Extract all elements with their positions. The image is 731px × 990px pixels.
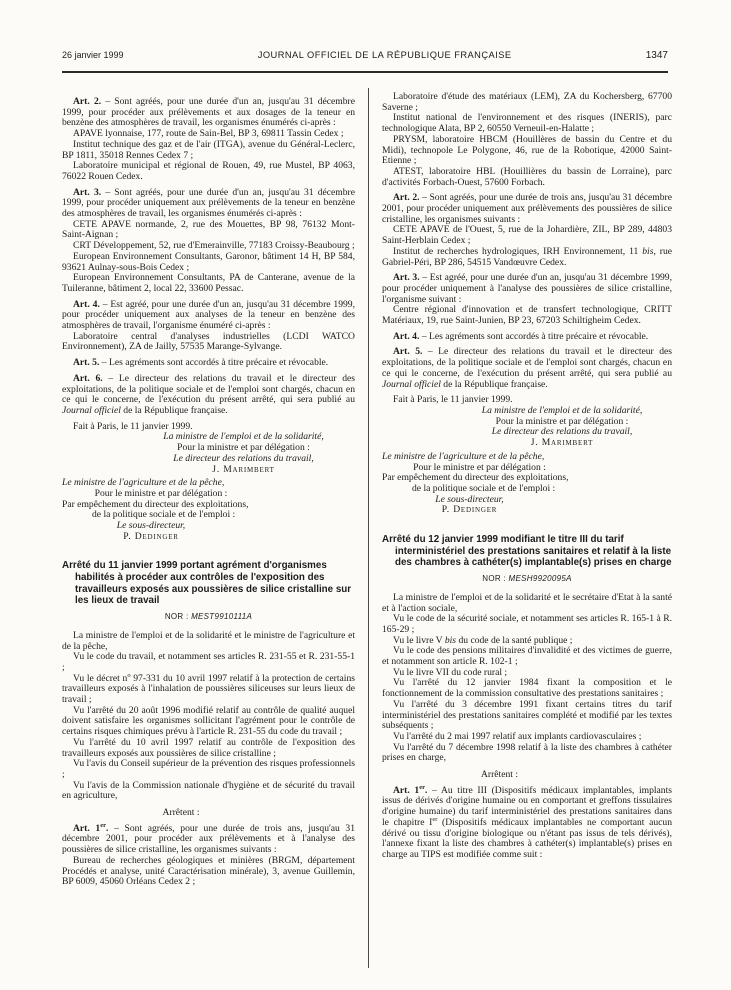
journal-date: 26 janvier 1999: [62, 50, 124, 60]
paragraph: Vu l'avis de la Commission nationale d'hygiène et de sécurité du travail en agriculture,: [62, 779, 355, 802]
article-label: Art. 3.: [73, 186, 102, 198]
article-paragraph: Art. 5. – Les agréments sont accordés à titre précaire et révocable.: [73, 357, 329, 369]
paragraph: Vu l'arrêté du 3 décembre 1991 fixant certains titres du tarif interministériel des prestations sanitaires complété et modifié par les textes subséquents ;: [382, 698, 672, 732]
article-paragraph: Art. 3. – Est agréé, pour une durée d'un an, jusqu'au 31 décembre 1999, pour procéder uniquement à l'analyse des poussières de silice cristalline, l'organisme suivant :: [382, 272, 672, 305]
article-paragraph: Art. 3. – Sont agréés, pour une durée d'un an, jusqu'au 31 décembre 1999, pour procéder uniquement aux prélèvements de la teneur en benzène des atmosphères de travail, les organismes énumérés ci-après :: [62, 186, 355, 220]
signature-line: Le ministre de l'agriculture et de la pêche,: [62, 477, 225, 489]
paragraph: Vu le code du travail, et notamment ses articles R. 231-55 et R. 231-55-1 ;: [62, 651, 355, 673]
signatory-name: P. Dedinger: [441, 504, 498, 516]
article-paragraph: Art. 1er. – Au titre III (Dispositifs médicaux implantables, implants issus de dérivés d'origine humaine ou en comportant et greffons tissulaires d'origine humaine) du tarif interministériel des prestations sanitaires dans le chapitre Ier (Dispositifs médicaux implantables ne comportant aucun dérivé ou tissu d'origine biologique ou n'étant pas issus de tels dérivés), l'annexe fixant la liste des chambres à cathéter(s) implantable(s) prises en charge au TIPS est modifiée comme suit :: [382, 783, 672, 860]
left-column: [62, 92, 355, 888]
signature-line: de la politique sociale et de l'emploi :: [92, 509, 236, 521]
paragraph: Laboratoire municipal et régional de Rouen, 49, rue Mustel, BP 4063, 76022 Rouen Cedex.: [62, 160, 355, 182]
paragraph: PRYSM, laboratoire HBCM (Houillères de bassin du Centre et du Midi), technopole Le Polygone, 46, rue de la Robotique, 42000 Saint-Etienne ;: [382, 133, 672, 167]
column-divider: [368, 88, 369, 968]
dateline: Fait à Paris, le 11 janvier 1999.: [393, 394, 513, 406]
paragraph: La ministre de l'emploi et de la solidarité et le ministre de l'agriculture et de la pêche,: [62, 629, 355, 652]
signature-line: La ministre de l'emploi et de la solidarité,: [163, 431, 324, 443]
dateline: Fait à Paris, le 11 janvier 1999.: [73, 420, 193, 432]
signature-line: Pour la ministre et par délégation :: [177, 442, 310, 454]
paragraph: Institut technique des gaz et de l'air (ITGA), avenue du Général-Leclerc, BP 1811, 35018 Rennes Cedex 7 ;: [62, 138, 355, 161]
right-column: [382, 92, 672, 861]
paragraph: European Environnement Consultants, Garonor, bâtiment 14 H, BP 584, 93621 Aulnay-sous-Bois Cedex ;: [62, 250, 355, 273]
paragraph: Bureau de recherches géologiques et minières (BRGM, département Procédés et analyse, unité Caractérisation minérale), 3, avenue Guillemin, BP 6009, 45060 Orléans Cedex 2 ;: [62, 854, 355, 888]
paragraph: Vu l'arrêté du 10 avril 1997 relatif au contrôle de l'exposition des travailleurs exposés aux poussières de silice cristalline ;: [62, 736, 355, 759]
journal-title: JOURNAL OFFICIEL DE LA RÉPUBLIQUE FRANÇAISE: [257, 50, 512, 60]
paragraph: Vu l'avis du Conseil supérieur de la prévention des risques professionnels ;: [62, 758, 355, 780]
article-paragraph: Art. 2. – Sont agréés, pour une durée de trois ans, jusqu'au 31 décembre 2001, pour procéder uniquement aux prélèvements des poussières de silice cristalline, les organismes suivants :: [382, 192, 672, 225]
paragraph: CRT Développement, 52, rue d'Emerainville, 77183 Croissy-Beaubourg ;: [73, 240, 355, 252]
signature-line: Le ministre de l'agriculture et de la pêche,: [382, 450, 545, 462]
signatory-name: P. Dedinger: [123, 530, 179, 542]
arretent-line: Arrêtent :: [162, 807, 200, 819]
signature-line: de la politique sociale et de l'emploi :: [412, 482, 556, 494]
article-label: Art. 4.: [393, 330, 420, 342]
arretent-line: Arrêtent :: [480, 769, 519, 781]
signature-line: Pour le ministre et par délégation :: [413, 461, 546, 473]
arrete-heading: Arrêté du 11 janvier 1999 portant agrément d'organismes habilités à procéder aux contrôles de l'exposition des travailleurs exposés aux poussières de silice cristalline sur les lieux de travail: [62, 560, 352, 607]
paragraph: CETE APAVE de l'Ouest, 5, rue de la Johardière, ZIL, BP 289, 44803 Saint-Herblain Cedex ;: [382, 224, 672, 247]
article-label: Art. 2.: [393, 192, 420, 204]
paragraph: Vu le livre VII du code rural ;: [393, 666, 508, 678]
article-paragraph: Art. 4. – Les agréments sont accordés à titre précaire et révocable.: [393, 330, 649, 342]
article-paragraph: Art. 6. – Le directeur des relations du travail et le directeur des exploitations, de la politique sociale et de l'emploi sont chargés, chacun en ce qui le concerne, de l'exécution du présent arrêté, qui sera publié au Journal officiel de la République française.: [62, 372, 355, 416]
article-label: Art. 1er.: [73, 821, 109, 834]
article-label: Art. 2.: [73, 96, 102, 107]
signature-line: La ministre de l'emploi et de la solidarité,: [481, 404, 643, 416]
article-label: Art. 1er.: [393, 783, 428, 796]
signature-line: Le directeur des relations du travail,: [173, 452, 314, 464]
paragraph: APAVE lyonnaise, 177, route de Sain-Bel, BP 3, 69811 Tassin Cedex ;: [73, 128, 344, 140]
header-rule: [62, 71, 668, 73]
paragraph: CETE APAVE normande, 2, rue des Mouettes, BP 98, 76132 Mont-Saint-Aignan ;: [62, 218, 355, 241]
nor-reference: NOR : MEST9910111A: [164, 611, 253, 621]
paragraph: Vu le code de la sécurité sociale, et notamment ses articles R. 165-1 à R. 165-29 ;: [382, 613, 672, 635]
paragraph: Institut national de l'environnement et des risques (INERIS), parc technologique Alata, BP 2, 60550 Verneuil-en-Halatte ;: [382, 112, 672, 135]
nor-reference: NOR : MESH9920095A: [482, 573, 572, 583]
paragraph: Institut de recherches hydrologiques, IRH Environnement, 11 bis, rue Gabriel-Péri, BP 286, 54515 Vandœuvre Cedex.: [382, 245, 672, 268]
article-label: Art. 5.: [393, 346, 423, 358]
article-paragraph: Art. 2. – Sont agréés, pour une durée d'un an, jusqu'au 31 décembre 1999, pour procéder aux prélèvements et aux dosages de la teneur en benzène des atmosphères de travail, les organismes énumérés ci-après :: [62, 96, 355, 129]
paragraph: Vu le code des pensions militaires d'invalidité et des victimes de guerre, et notamment son article R. 102-1 ;: [382, 645, 672, 668]
article-label: Art. 3.: [393, 272, 420, 284]
article-label: Art. 5.: [73, 357, 100, 369]
paragraph: Vu le décret $n^o$ 97-331 du 10 avril 1997 relatif à la protection de certains travailleurs exposés à l'inhalation de poussières siliceuses sur leurs lieux de travail ;: [62, 671, 355, 706]
paragraph: Vu l'arrêté du 2 mai 1997 relatif aux implants cardiovasculaires ;: [393, 730, 642, 742]
paragraph: Vu l'arrêté du 20 août 1996 modifié relatif au contrôle de qualité auquel doivent satisfaire les organismes sollicitant l'agrément pour le contrôle de certains risques chimiques prévu à l'article R. 231-55 du code du travail ;: [62, 704, 355, 738]
article-label: Art. 4.: [73, 298, 100, 310]
paragraph: Vu le livre V bis du code de la santé publique ;: [393, 634, 573, 646]
page-header: [62, 50, 668, 61]
paragraph: Centre régional d'innovation et de transfert technologique, CRITT Matériaux, 19, rue Saint-Junien, BP 23, 67203 Schiltigheim Cedex.: [382, 304, 672, 327]
article-paragraph: Art. 1er. – Sont agréés, pour une durée de trois ans, jusqu'au 31 décembre 2001, pour procéder aux prélèvements et à l'analyse des poussières de silice cristalline, les organismes suivants :: [62, 821, 356, 856]
signature-line: Le sous-directeur,: [435, 493, 504, 505]
paragraph: Laboratoire d'étude des matériaux (LEM), ZA du Kochersberg, 67700 Saverne ;: [382, 91, 672, 113]
journal-page-number: 1347: [645, 50, 668, 61]
article-paragraph: Art. 4. – Est agréé, pour une durée d'un an, jusqu'au 31 décembre 1999, pour procéder uniquement aux analyses de la teneur en benzène des atmosphères de travail, l'organisme énuméré ci-après :: [62, 298, 355, 332]
signature-line: Pour la ministre et par délégation :: [495, 415, 629, 427]
article-label: Art. 6.: [73, 372, 103, 384]
paragraph: Vu l'arrêté du 12 janvier 1984 fixant la composition et le fonctionnement de la commission consultative des prestations sanitaires ;: [382, 677, 672, 700]
signature-line: Pour le ministre et par délégation :: [94, 487, 228, 499]
signature-line: Par empêchement du directeur des exploitations,: [382, 472, 569, 484]
article-paragraph: Art. 5. – Le directeur des relations du travail et le directeur des exploitations, de la politique sociale et de l'emploi sont chargés, chacun en ce qui le concerne, de l'exécution du présent arrêté, qui sera publié au Journal officiel de la République française.: [382, 346, 672, 390]
signature-line: Le sous-directeur,: [116, 520, 186, 532]
arrete-heading: Arrêté du 12 janvier 1999 modifiant le titre III du tarif interministériel des prestations sanitaires et relatif à la liste des chambres à cathéter(s) implantable(s) prises en charge: [382, 534, 672, 569]
signature-line: Le directeur des relations du travail,: [491, 426, 633, 438]
signature-line: Par empêchement du directeur des exploitations,: [62, 498, 249, 510]
paragraph: La ministre de l'emploi et de la solidarité et le secrétaire d'Etat à la santé et à l'action sociale,: [382, 591, 672, 614]
paragraph: Vu l'arrêté du 7 décembre 1998 relatif à la liste des chambres à cathéter prises en charge,: [382, 741, 672, 764]
paragraph: ATEST, laboratoire HBL (Houillières du bassin de Lorraine), parc d'activités Forbach-Ouest, 57600 Forbach.: [382, 165, 672, 188]
paragraph: Laboratoire central d'analyses industrielles (LCDI WATCO Environnement), ZA de Jailly, 57535 Marange-Sylvange.: [62, 330, 355, 353]
signatory-name: J. Marimbert: [212, 463, 275, 475]
paragraph: European Environnement Consultants, PA de Canterane, avenue de la Tuileranne, bâtiment 2, local 22, 33600 Pessac.: [62, 272, 355, 294]
signatory-name: J. Marimbert: [530, 437, 594, 449]
